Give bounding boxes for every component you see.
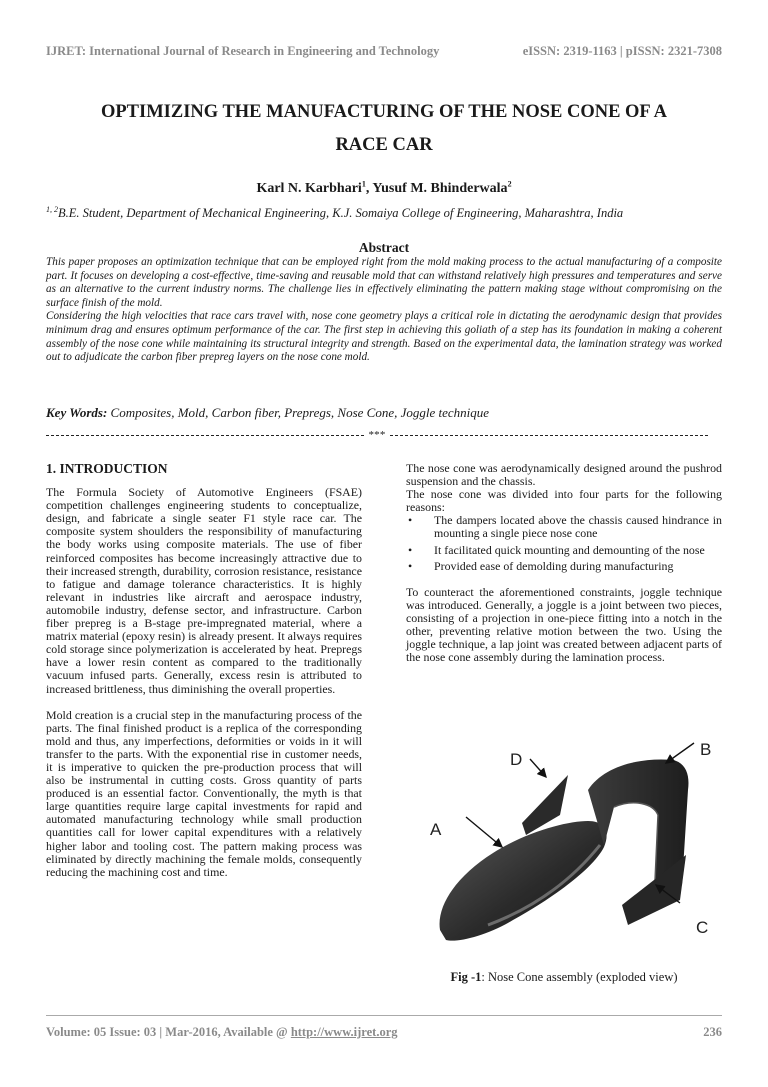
page-number: 236 (703, 1025, 722, 1039)
figure-label-c: C (696, 918, 709, 937)
right-paragraph-2: The nose cone was divided into four parts for the following reasons: (406, 487, 722, 515)
keywords (46, 405, 722, 421)
footer-volume-text: Volume: 05 Issue: 03 | Mar-2016, Available @ (46, 1025, 291, 1039)
intro-paragraph-2: Mold creation is a crucial step in the manufacturing process of the parts. The final finished product is a replica of the corresponding mold and thus, any imperfections, deformities or voids in it will transfer to the parts. With the exponential rise in customer needs, it is imperative to quicken the pre-production process that will also be instrumental in cutting costs. Gross quantity of parts produced is an essential factor. Conventionally, the myth is that large quantities require large capital investments for rapid and automated manufacturing technology while small production quantities call for lower capital expenditures with a relatively higher labor and tooling cost. The pattern making process was eliminated by directly machining the female molds, consequently reducing the machining cost and time. (46, 707, 362, 879)
title-line-1: OPTIMIZING THE MANUFACTURING OF THE NOSE CONE OF A (100, 102, 668, 122)
section-separator (46, 429, 722, 443)
figure-label-a: A (430, 820, 442, 839)
footer-rule (46, 1015, 722, 1016)
list-item: • Provided ease of demolding during manufacturing (406, 560, 722, 573)
intro-paragraph-1: The Formula Society of Automotive Engineers (FSAE) competition challenges engineering students to conceptualize, design, and fabricate a single seater F1 style race car. The composite system shoulders the responsibility of manufacturing the body works using composite materials. The use of fiber reinforced composites has become increasingly attractive due to their increased strength, durability, corrosion resistance, resistance to fatigue and damage tolerance characteristics. It is highly relevant in industries like aircraft and aerospace industry, automobile industry, defense sector, and infrastructure. Carbon fiber prepreg is a B-stage pre-impregnated material, where a matrix material (epoxy resin) is already present. It always requires cold storage since polymerization is accelerated by heat. Prepregs have a lower resin content as compared to the traditionally vacuum infused parts. Generally, excess resin is attributed to increased brittleness, thus diminishing the overall properties. (46, 485, 362, 696)
journal-link[interactable]: http://www.ijret.org (290, 1025, 398, 1039)
arrow-a (466, 817, 502, 847)
separator-dash-left (46, 435, 364, 436)
author-1: Karl N. Karbhari (256, 181, 362, 196)
paper-title (46, 96, 722, 162)
arrow-b (666, 743, 694, 763)
right-paragraph-1: The nose cone was aerodynamically designed around the pushrod suspension and the chassis. (406, 461, 722, 489)
separator-dash-right (390, 435, 708, 436)
author-1-sup: 1 (361, 179, 366, 189)
abstract (46, 256, 722, 365)
list-item: • The dampers located above the chassis caused hindrance in mounting a single piece nose cone (406, 514, 722, 540)
footer-volume (46, 1025, 398, 1040)
list-item: • It facilitated quick mounting and demounting of the nose (406, 544, 722, 557)
author-2: Yusuf M. Bhinderwala (372, 181, 508, 196)
figure-label-b: B (700, 740, 712, 759)
affiliation (46, 206, 722, 221)
right-column (406, 462, 722, 664)
right-paragraph-3: To counteract the aforementioned constraints, joggle technique was introduced. Generally, a joggle is a joint between two pieces, consisting of a projection in one-piece fitting into a notch in the other, preventing relative motion between the two. Using the joggle technique, a lap joint was created between adjacent parts of the nose cone assembly during the lamination process. (406, 584, 722, 665)
author-sep: , (365, 181, 373, 196)
reasons-list (406, 514, 722, 572)
figure-caption-label: Fig -1 (450, 970, 482, 984)
nose-cone-part-a (440, 821, 607, 941)
nose-cone-part-c (622, 855, 686, 925)
separator-stars: *** (368, 429, 386, 442)
abstract-paragraph-2: Considering the high velocities that race cars travel with, nose cone geometry plays a critical role in dictating the aerodynamic design that provides minimum drag and ensures optimum performance of the car. The first step in achieving this goliath of a step has its foundation in making a coherent assembly of the nose cone while maintaining its structural integrity and strength. Based on the experimental data, the lamination strategy was worked out to adjudicate the carbon fiber prepreg layers on the nose cone mold. (46, 310, 722, 364)
abstract-heading: Abstract (358, 240, 410, 255)
title-line-2: RACE CAR (335, 135, 433, 155)
nose-cone-figure (418, 735, 718, 965)
authors (46, 181, 722, 197)
arrow-d (530, 759, 546, 777)
running-footer (46, 1025, 722, 1043)
issn: eISSN: 2319-1163 | pISSN: 2321-7308 (522, 44, 722, 58)
abstract-paragraph-1: This paper proposes an optimization technique that can be employed right from the mold making process to the actual manufacturing of a composite part. It focuses on developing a cost-effective, time-saving and reusable mold that can withstand relatively high pressures and temperatures and serve as an alternative to the current industry norms. The challenge lies in effectively eliminating the pattern making stage without compromising on the surface finish of the mold. (46, 256, 722, 309)
figure-label-d: D (510, 750, 523, 769)
keywords-text: Composites, Mold, Carbon fiber, Prepregs, Nose Cone, Joggle technique (107, 405, 490, 420)
figure-caption (406, 970, 722, 985)
affiliation-sup: 1, 2 (46, 204, 58, 214)
intro-heading: 1. INTRODUCTION (46, 461, 168, 476)
author-2-sup: 2 (507, 179, 512, 189)
left-column (46, 462, 362, 892)
journal-name: IJRET: International Journal of Research in Engineering and Technology (46, 44, 440, 58)
running-header (46, 44, 722, 64)
affiliation-text: B.E. Student, Department of Mechanical Engineering, K.J. Somaiya College of Engineering, Maharashtra, India (58, 206, 624, 220)
figure-caption-text: : Nose Cone assembly (exploded view) (481, 970, 678, 984)
keywords-label: Key Words: (46, 405, 108, 420)
